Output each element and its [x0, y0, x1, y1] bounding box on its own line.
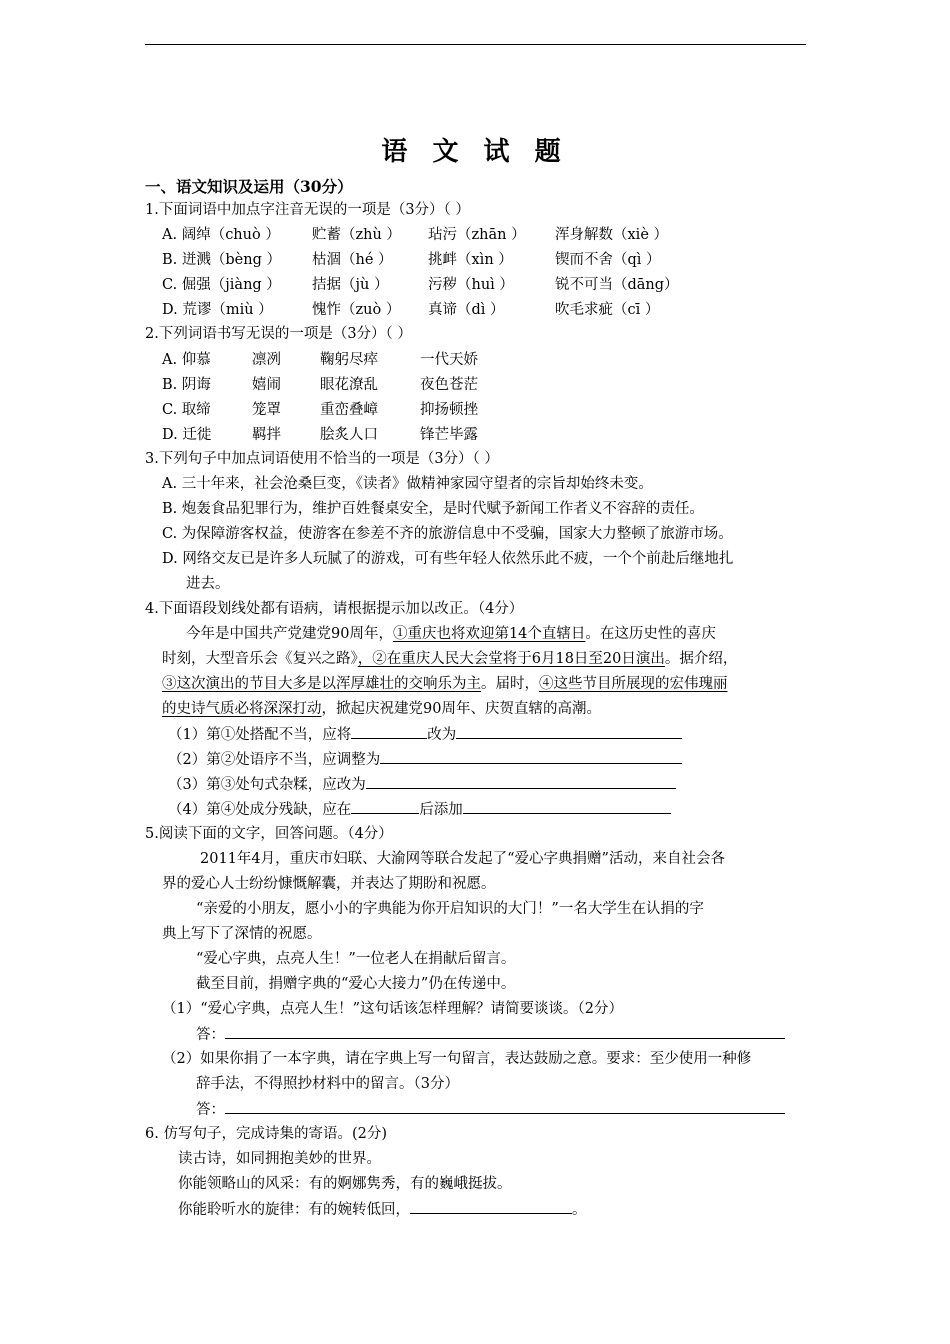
q4-sub3 [168, 774, 676, 794]
q2-option-a-4: 一代天娇 [420, 352, 478, 368]
q5-sub2-cont: 辞手法，不得照抄材料中的留言。（3分） [196, 1076, 459, 1092]
q1-option-a-1: A. 阔绰（chuò ） [162, 227, 280, 243]
q1-option-b-4: 锲而不舍（qì ） [555, 252, 661, 268]
q1-stem: 1.下面词语中加点字注音无误的一项是（3分）（ ） [145, 202, 470, 218]
answer-label: 答： [196, 1102, 225, 1118]
q1-option-d-3: 真谛（dì ） [428, 302, 505, 318]
q4-sub4-blank1[interactable] [351, 799, 419, 814]
q2-option-c-1: C. 取缔 [162, 402, 211, 418]
q1-option-a-3: 玷污（zhān ） [428, 227, 526, 243]
q4-text: 。届时， [481, 676, 539, 692]
q4-passage-line1 [186, 624, 716, 644]
q5-sub1-answer-line[interactable] [225, 1024, 785, 1039]
q1-option-c-4: 锐不可当（dāng） [555, 277, 679, 293]
q6-line3-end: 。 [572, 1202, 587, 1218]
q4-sub4-label: （4）第④处成分残缺，应在 [168, 802, 352, 818]
q5-passage-p1-cont: 界的爱心人士纷纷慷慨解囊，并表达了期盼和祝愿。 [162, 876, 496, 892]
q1-option-b-1: B. 迸溅（bèng ） [162, 252, 281, 268]
q4-underline-4-cont: 的史诗气质必将深深打动 [162, 701, 322, 717]
q3-option-b: B. 炮轰食品犯罪行为，维护百姓餐桌安全，是时代赋予新闻工作者义不容辞的责任。 [162, 501, 704, 517]
q6-line3 [178, 1199, 587, 1219]
q1-option-d-1: D. 荒谬（miù ） [162, 302, 273, 318]
q1-option-c-2: 拮据（jù ） [312, 277, 389, 293]
q1-option-b-2: 枯涸（hé ） [312, 252, 393, 268]
q5-sub2: （2）如果你捐了一本字典，请在字典上写一句留言，表达鼓励之意。要求：至少使用一种修 [162, 1051, 752, 1067]
q4-text: 今年是中国共产党建党90周年， [186, 626, 393, 642]
q2-option-d-4: 锋芒毕露 [420, 427, 478, 443]
q1-option-c-3: 污秽（huì ） [428, 277, 514, 293]
q2-option-c-2: 笼罩 [252, 402, 281, 418]
q2-option-a-1: A. 仰慕 [162, 352, 211, 368]
q1-option-a-4: 浑身解数（xiè ） [555, 227, 669, 243]
q3-stem: 3.下列句子中加点词语使用不恰当的一项是（3分）（ ） [145, 451, 499, 467]
q2-stem: 2.下列词语书写无误的一项是（3分）（ ） [145, 326, 412, 342]
header-rule [145, 44, 806, 45]
q4-text: 时刻，大型音乐会《复兴之路》 [162, 651, 358, 667]
answer-label: 答： [196, 1027, 225, 1043]
q4-sub1-blank2[interactable] [456, 724, 682, 739]
q4-underline-3: ③这次演出的节目大多是以浑厚雄壮的交响乐为主 [162, 676, 481, 692]
q2-option-c-3: 重峦叠嶂 [320, 402, 378, 418]
q6-line2: 你能领略山的风采：有的婀娜隽秀，有的巍峨挺拔。 [178, 1176, 512, 1192]
q4-sub1-label2: 改为 [427, 727, 457, 743]
q5-passage-p2: “亲爱的小朋友，愿小小的字典能为你开启知识的大门！”一名大学生在认捐的字 [196, 901, 704, 917]
q5-passage-p1: 2011年4月，重庆市妇联、大渝网等联合发起了“爱心字典捐赠”活动，来自社会各 [200, 851, 725, 867]
q5-sub1-answer [196, 1024, 785, 1044]
q2-option-c-4: 抑扬顿挫 [420, 402, 478, 418]
q1-option-c-1: C. 倔强（jiàng ） [162, 277, 281, 293]
q2-option-d-3: 脍炙人口 [320, 427, 378, 443]
q4-sub4-label2: 后添加 [419, 802, 463, 818]
q3-option-a: A. 三十年来，社会沧桑巨变，《读者》做精神家园守望者的宗旨却始终未变。 [162, 476, 653, 492]
q2-option-b-3: 眼花潦乱 [320, 377, 378, 393]
q4-sub3-blank[interactable] [366, 774, 676, 789]
q5-stem: 5.阅读下面的文字，回答问题。（4分） [145, 826, 393, 842]
q2-option-d-1: D. 迁徙 [162, 427, 212, 443]
q2-option-b-4: 夜色苍茫 [420, 377, 478, 393]
q4-sub1 [168, 724, 682, 744]
q1-option-a-2: 贮蓄（zhù ） [312, 227, 401, 243]
q4-sub2 [168, 749, 682, 769]
q4-stem: 4.下面语段划线处都有语病，请根据提示加以改正。（4分） [145, 601, 524, 617]
q1-option-d-2: 愧怍（zuò ） [312, 302, 401, 318]
q4-sub2-blank[interactable] [380, 749, 682, 764]
section-heading: 一、语文知识及运用（30分） [145, 177, 353, 196]
page-title: 语 文 试 题 [381, 137, 569, 167]
q4-underline-2: ，②在重庆人民大会堂将于6月18日至20日演出 [357, 651, 665, 667]
q4-text: 。据介绍， [664, 651, 738, 667]
q4-sub2-label: （2）第②处语序不当，应调整为 [168, 752, 381, 768]
q4-text: ，掀起庆祝建党90周年、庆贺直辖的高潮。 [321, 701, 601, 717]
q5-passage-p2-cont: 典上写下了深情的祝愿。 [162, 926, 322, 942]
q1-option-d-4: 吹毛求疵（cī ） [555, 302, 660, 318]
q3-option-d: D. 网络交友已是许多人玩腻了的游戏，可有些年轻人依然乐此不疲，一个个前赴后继地扎 [162, 551, 734, 567]
q4-sub4 [168, 799, 671, 819]
q5-passage-p4: 截至目前，捐赠字典的“爱心大接力”仍在传递中。 [196, 976, 516, 992]
q5-sub1: （1）“爱心字典，点亮人生！”这句话该怎样理解？请简要谈谈。（2分） [162, 1001, 624, 1017]
q2-option-d-2: 羁拌 [252, 427, 281, 443]
q2-option-b-1: B. 阴诲 [162, 377, 211, 393]
q4-passage-line2 [162, 649, 737, 669]
q6-stem: 6. 仿写句子，完成诗集的寄语。(2分) [145, 1126, 387, 1142]
q4-passage-line3 [162, 674, 728, 694]
q5-sub2-answer-line[interactable] [225, 1099, 785, 1114]
q1-option-b-3: 挑衅（xìn ） [428, 252, 513, 268]
q5-passage-p3: “爱心字典，点亮人生！”一位老人在捐献后留言。 [196, 951, 516, 967]
q3-option-c: C. 为保障游客权益，使游客在参差不齐的旅游信息中不受骗，国家大力整顿了旅游市场。 [162, 526, 733, 542]
q6-line1: 读古诗，如同拥抱美妙的世界。 [178, 1151, 381, 1167]
q2-option-a-2: 凛冽 [252, 352, 281, 368]
q5-sub2-answer [196, 1099, 785, 1119]
q4-underline-4: ④这些节目所展现的宏伟瑰丽 [539, 676, 728, 692]
q4-sub4-blank2[interactable] [463, 799, 671, 814]
q4-passage-line4 [162, 699, 601, 719]
q2-option-b-2: 嬉闹 [252, 377, 281, 393]
q6-answer-blank[interactable] [410, 1199, 572, 1214]
q4-sub1-blank1[interactable] [351, 724, 427, 739]
q3-option-d-cont: 进去。 [186, 576, 230, 592]
q4-sub3-label: （3）第③处句式杂糅，应改为 [168, 777, 366, 793]
q4-underline-1: ①重庆也将欢迎第14个直辖日 [392, 626, 586, 642]
q4-text: 。在这历史性的喜庆 [585, 626, 716, 642]
q4-sub1-label: （1）第①处搭配不当，应将 [168, 727, 352, 743]
q2-option-a-3: 鞠躬尽瘁 [320, 352, 378, 368]
q6-line3-text: 你能聆听水的旋律：有的婉转低回， [178, 1202, 410, 1218]
